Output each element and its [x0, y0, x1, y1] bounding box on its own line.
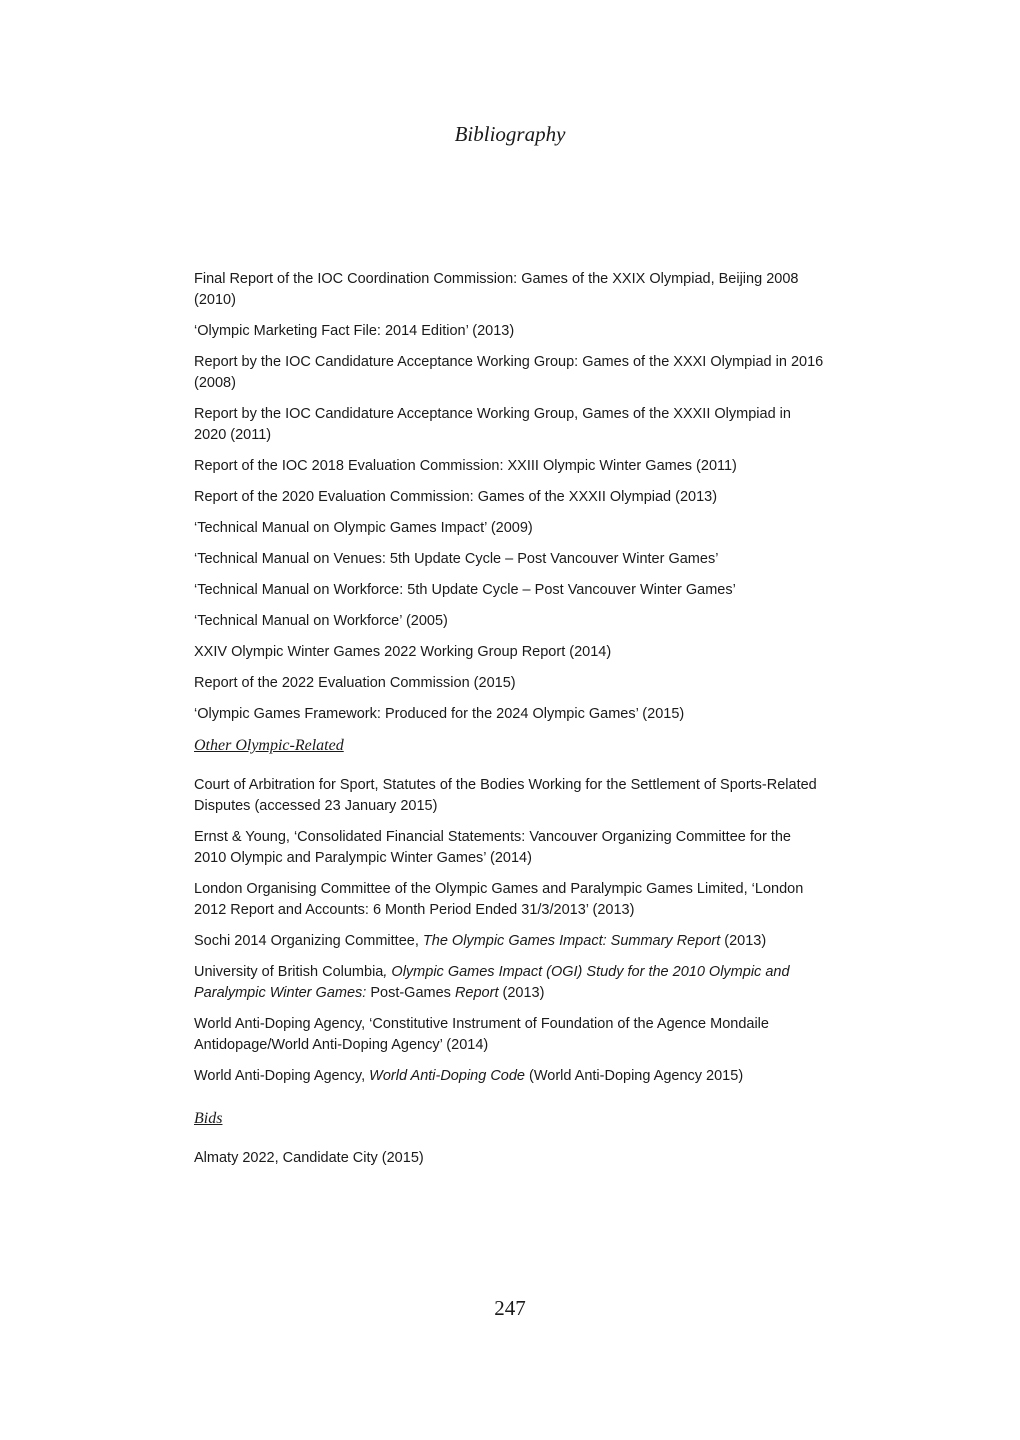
- page-number: 247: [494, 1296, 526, 1320]
- bibliography-entry: [194, 962, 824, 1004]
- bibliography-entry: [194, 1066, 824, 1087]
- entry-title: Report: [454, 985, 499, 1001]
- bibliography-entry: Final Report of the IOC Coordination Commission: Games of the XXIX Olympiad, Beijing 2008 (2010): [194, 271, 799, 308]
- bibliography-entry: ‘Olympic Games Framework: Produced for the 2024 Olympic Games’ (2015): [194, 706, 685, 722]
- other-olympic-related-list: [194, 775, 824, 1087]
- entry-author: University of British Columbia: [194, 964, 384, 980]
- bibliography-entry: Report by the IOC Candidature Acceptance Working Group: Games of the XXXI Olympiad in 2016 (2008): [194, 354, 824, 391]
- entry-title: World Anti-Doping Code: [369, 1068, 525, 1084]
- bibliography-entry: Report of the IOC 2018 Evaluation Commission: XXIII Olympic Winter Games (2011): [194, 458, 737, 474]
- bibliography-entry: Court of Arbitration for Sport, Statutes of the Bodies Working for the Settlement of Sports-Related Disputes (accessed 23 January 2015): [194, 777, 817, 814]
- entry-text: Post-Games: [366, 985, 455, 1001]
- entry-title: , Olympic Games Impact (OGI) Study for the 2010 Olympic and Paralympic Winter Games:: [194, 964, 790, 1001]
- entry-author: World Anti-Doping Agency,: [194, 1068, 370, 1084]
- section-heading-bids: Bids: [194, 1110, 223, 1127]
- bibliography-entry: World Anti-Doping Agency, ‘Constitutive Instrument of Foundation of the Agence Mondaile Antidopage/World Anti-Doping Agency’ (2014): [194, 1016, 769, 1053]
- bids-list: [194, 1148, 824, 1169]
- bibliography-content: [194, 269, 824, 1179]
- bibliography-entry: London Organising Committee of the Olympic Games and Paralympic Games Limited, ‘London 2012 Report and Accounts: 6 Month Period Ended 31/3/2013’ (2013): [194, 881, 804, 918]
- bibliography-entry: Report of the 2020 Evaluation Commission: Games of the XXXII Olympiad (2013): [194, 489, 718, 505]
- bibliography-entry: Almaty 2022, Candidate City (2015): [194, 1150, 424, 1166]
- bibliography-entry: XXIV Olympic Winter Games 2022 Working Group Report (2014): [194, 644, 612, 660]
- entry-title: The Olympic Games Impact: Summary Report: [422, 933, 721, 949]
- bibliography-entry: Ernst & Young, ‘Consolidated Financial Statements: Vancouver Organizing Committee for the 2010 Olympic and Paralympic Winter Games’ (2014): [194, 829, 791, 866]
- bibliography-entry: ‘Olympic Marketing Fact File: 2014 Edition’ (2013): [194, 323, 515, 339]
- bibliography-entry: Report of the 2022 Evaluation Commission (2015): [194, 675, 516, 691]
- entry-year: (2013): [498, 985, 545, 1001]
- bibliography-entry: ‘Technical Manual on Venues: 5th Update Cycle – Post Vancouver Winter Games’: [194, 551, 719, 567]
- entry-publisher: (World Anti-Doping Agency 2015): [524, 1068, 744, 1084]
- bibliography-entry: ‘Technical Manual on Workforce: 5th Update Cycle – Post Vancouver Winter Games’: [194, 582, 736, 598]
- bibliography-entry: Report by the IOC Candidature Acceptance Working Group, Games of the XXXII Olympiad in 2020 (2011): [194, 406, 791, 443]
- entry-author: Sochi 2014 Organizing Committee,: [194, 933, 423, 949]
- bibliography-entry: [194, 931, 824, 952]
- entry-year: (2013): [720, 933, 767, 949]
- section-heading-other-olympic-related: Other Olympic-Related: [194, 737, 344, 754]
- running-head: Bibliography: [454, 122, 566, 146]
- bibliography-entry: ‘Technical Manual on Workforce’ (2005): [194, 613, 448, 629]
- ioc-reports-list: [194, 269, 824, 725]
- bibliography-entry: ‘Technical Manual on Olympic Games Impact’ (2009): [194, 520, 533, 536]
